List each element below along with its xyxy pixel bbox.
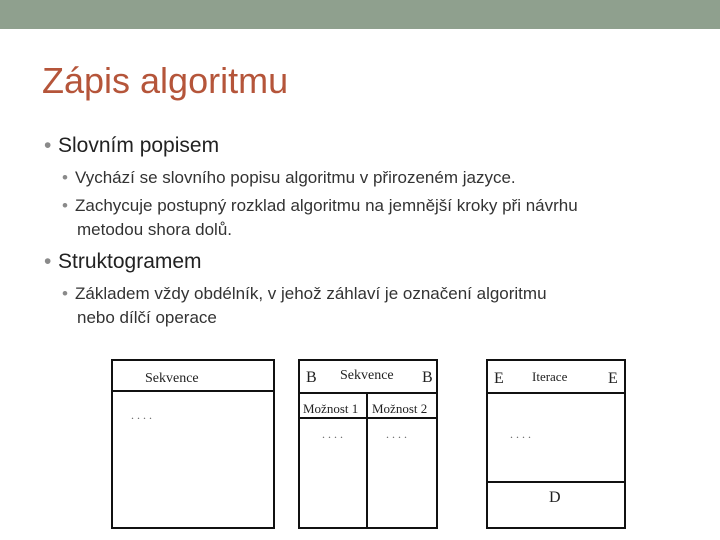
option-divider: [300, 417, 436, 419]
bullet-dot: •: [62, 168, 68, 187]
top-accent-bar: [0, 0, 720, 29]
sub-bullet: [62, 284, 547, 304]
header-divider: [300, 392, 436, 394]
iteration-body: . . . .: [510, 427, 531, 441]
sub-bullet-continuation: nebo dílčí operace: [77, 308, 217, 327]
iteration-right-mark: E: [608, 370, 618, 387]
bullet-struktogramem: [44, 250, 202, 274]
header-divider: [488, 392, 624, 394]
bullet-dot: •: [44, 250, 52, 273]
sub-bullet-text: Vychází se slovního popisu algoritmu v přirozeném jazyce.: [75, 168, 516, 187]
iteration-footer: D: [549, 489, 561, 506]
branch-right-mark: B: [422, 369, 433, 386]
sub-bullet: [62, 196, 578, 216]
slide-title: Zápis algoritmu: [42, 60, 289, 101]
sequence-header: Sekvence: [145, 371, 199, 386]
branch-body-1: . . . .: [322, 427, 343, 441]
branch-option-1: Možnost 1: [303, 401, 359, 416]
sub-bullet-text: Zachycuje postupný rozklad algoritmu na jemnější kroky při návrhu: [75, 196, 578, 215]
bullet-slovnim-popisem: [44, 134, 219, 158]
bullet-text: Slovním popisem: [58, 134, 220, 157]
iteration-left-mark: E: [494, 370, 504, 387]
branch-option-2: Možnost 2: [372, 401, 428, 416]
sub-bullet-continuation: metodou shora dolů.: [77, 220, 232, 239]
sub-bullet: [62, 168, 516, 188]
branch-header: Sekvence: [340, 368, 394, 383]
branch-body-2: . . . .: [386, 427, 407, 441]
branch-diagram: [298, 359, 438, 529]
branch-left-mark: B: [306, 369, 317, 386]
sequence-body: . . . .: [131, 408, 152, 422]
iteration-diagram: [486, 359, 626, 529]
header-divider: [113, 390, 273, 392]
footer-divider: [488, 481, 624, 483]
sequence-diagram: [111, 359, 275, 529]
bullet-text: Struktogramem: [58, 250, 202, 273]
bullet-dot: •: [62, 284, 68, 303]
bullet-dot: •: [44, 134, 52, 157]
sub-bullet-text: Základem vždy obdélník, v jehož záhlaví je označení algoritmu: [75, 284, 547, 303]
iteration-header: Iterace: [532, 369, 568, 384]
branch-split-line: [366, 392, 368, 527]
bullet-dot: •: [62, 196, 68, 215]
